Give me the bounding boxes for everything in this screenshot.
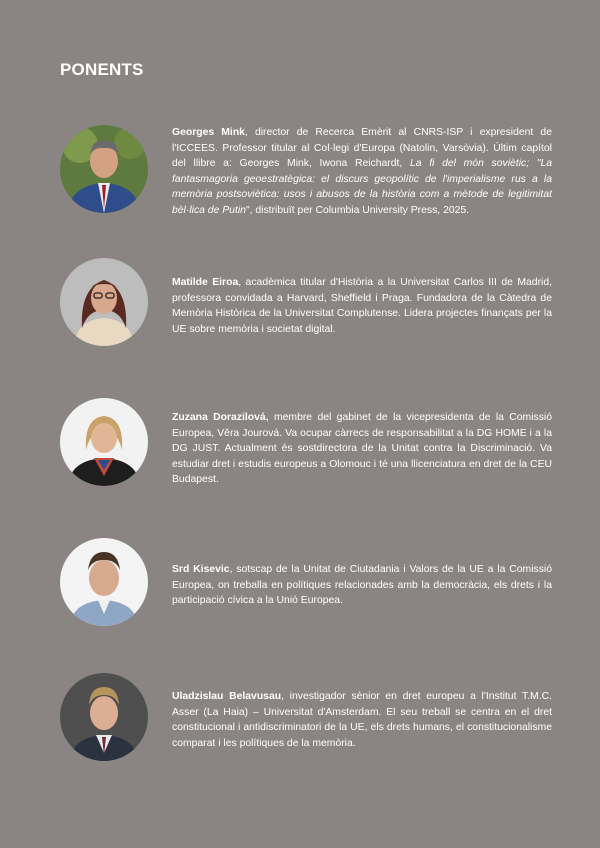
speaker-bio: Georges Mink, director de Recerca Emèrit al CNRS-ISP i expresident de l'ICCEES. Professor titular al Col·legi d'Europa (Natolin, Varsòvia). Últim capítol del llibre a: Georges Mink, Iwona Reichardt, La fi del món soviètic; "La fantasmagoria geoestratègica: el discurs geopolític de l'imperialisme rus a la memòria postsoviètica: usos i abusos de la història com a mètode de legitimitat bèl·lica de Putin", distribuït per Columbia University Press, 2025. <box>172 127 553 216</box>
speaker-name: Zuzana Dorazilová, <box>172 412 269 423</box>
speaker-name: Georges Mink <box>172 127 245 138</box>
speaker-name: Matilde Eiroa <box>172 277 239 288</box>
speaker-photo <box>60 673 148 761</box>
speaker-bio: Uladzislau Belavusau, investigador sènior en dret europeu a l'Institut T.M.C. Asser (La Haia) – Universitat d'Amsterdam. El seu treball se centra en el dret constitucional i antidiscriminatori de la UE, els drets humans, el constitucionalisme comparat i les polítiques de la memòria. <box>172 691 552 749</box>
speaker-name: Uladzislau Belavusau <box>172 691 282 702</box>
speaker-name: Srd Kisevic <box>172 564 230 575</box>
speaker-photo <box>60 398 148 486</box>
speaker-photo <box>60 258 148 346</box>
speaker-photo <box>60 125 148 213</box>
speaker-photo <box>60 538 148 626</box>
speaker-bio: Matilde Eiroa, acadèmica titular d'Història a la Universitat Carlos III de Madrid, professora convidada a Harvard, Sheffield i Praga. Fundadora de la Càtedra de Memòria Històrica de la Universitat Complutense. Lidera projectes finançats per la UE sobre memòria i societat digital. <box>172 277 553 335</box>
speaker-bio: Zuzana Dorazilová, membre del gabinet de la vicepresidenta de la Comissió Europea, Věra Jourová. Va ocupar càrrecs de responsabilitat a la DG HOME i a la DG JUST. Actualment és sostdirectora de la Unitat contra la Discriminació. Va estudiar dret i estudis europeus a Olomouc i té una llicenciatura en dret de la CEU Budapest. <box>172 412 553 485</box>
speaker-bio: Srd Kisevic, sotscap de la Unitat de Ciutadania i Valors de la UE a la Comissió Europea, on treballa en polítiques relacionades amb la democràcia, els drets i la participació cívica a la Unió Europea. <box>172 564 552 606</box>
page-title: PONENTS <box>60 60 144 79</box>
